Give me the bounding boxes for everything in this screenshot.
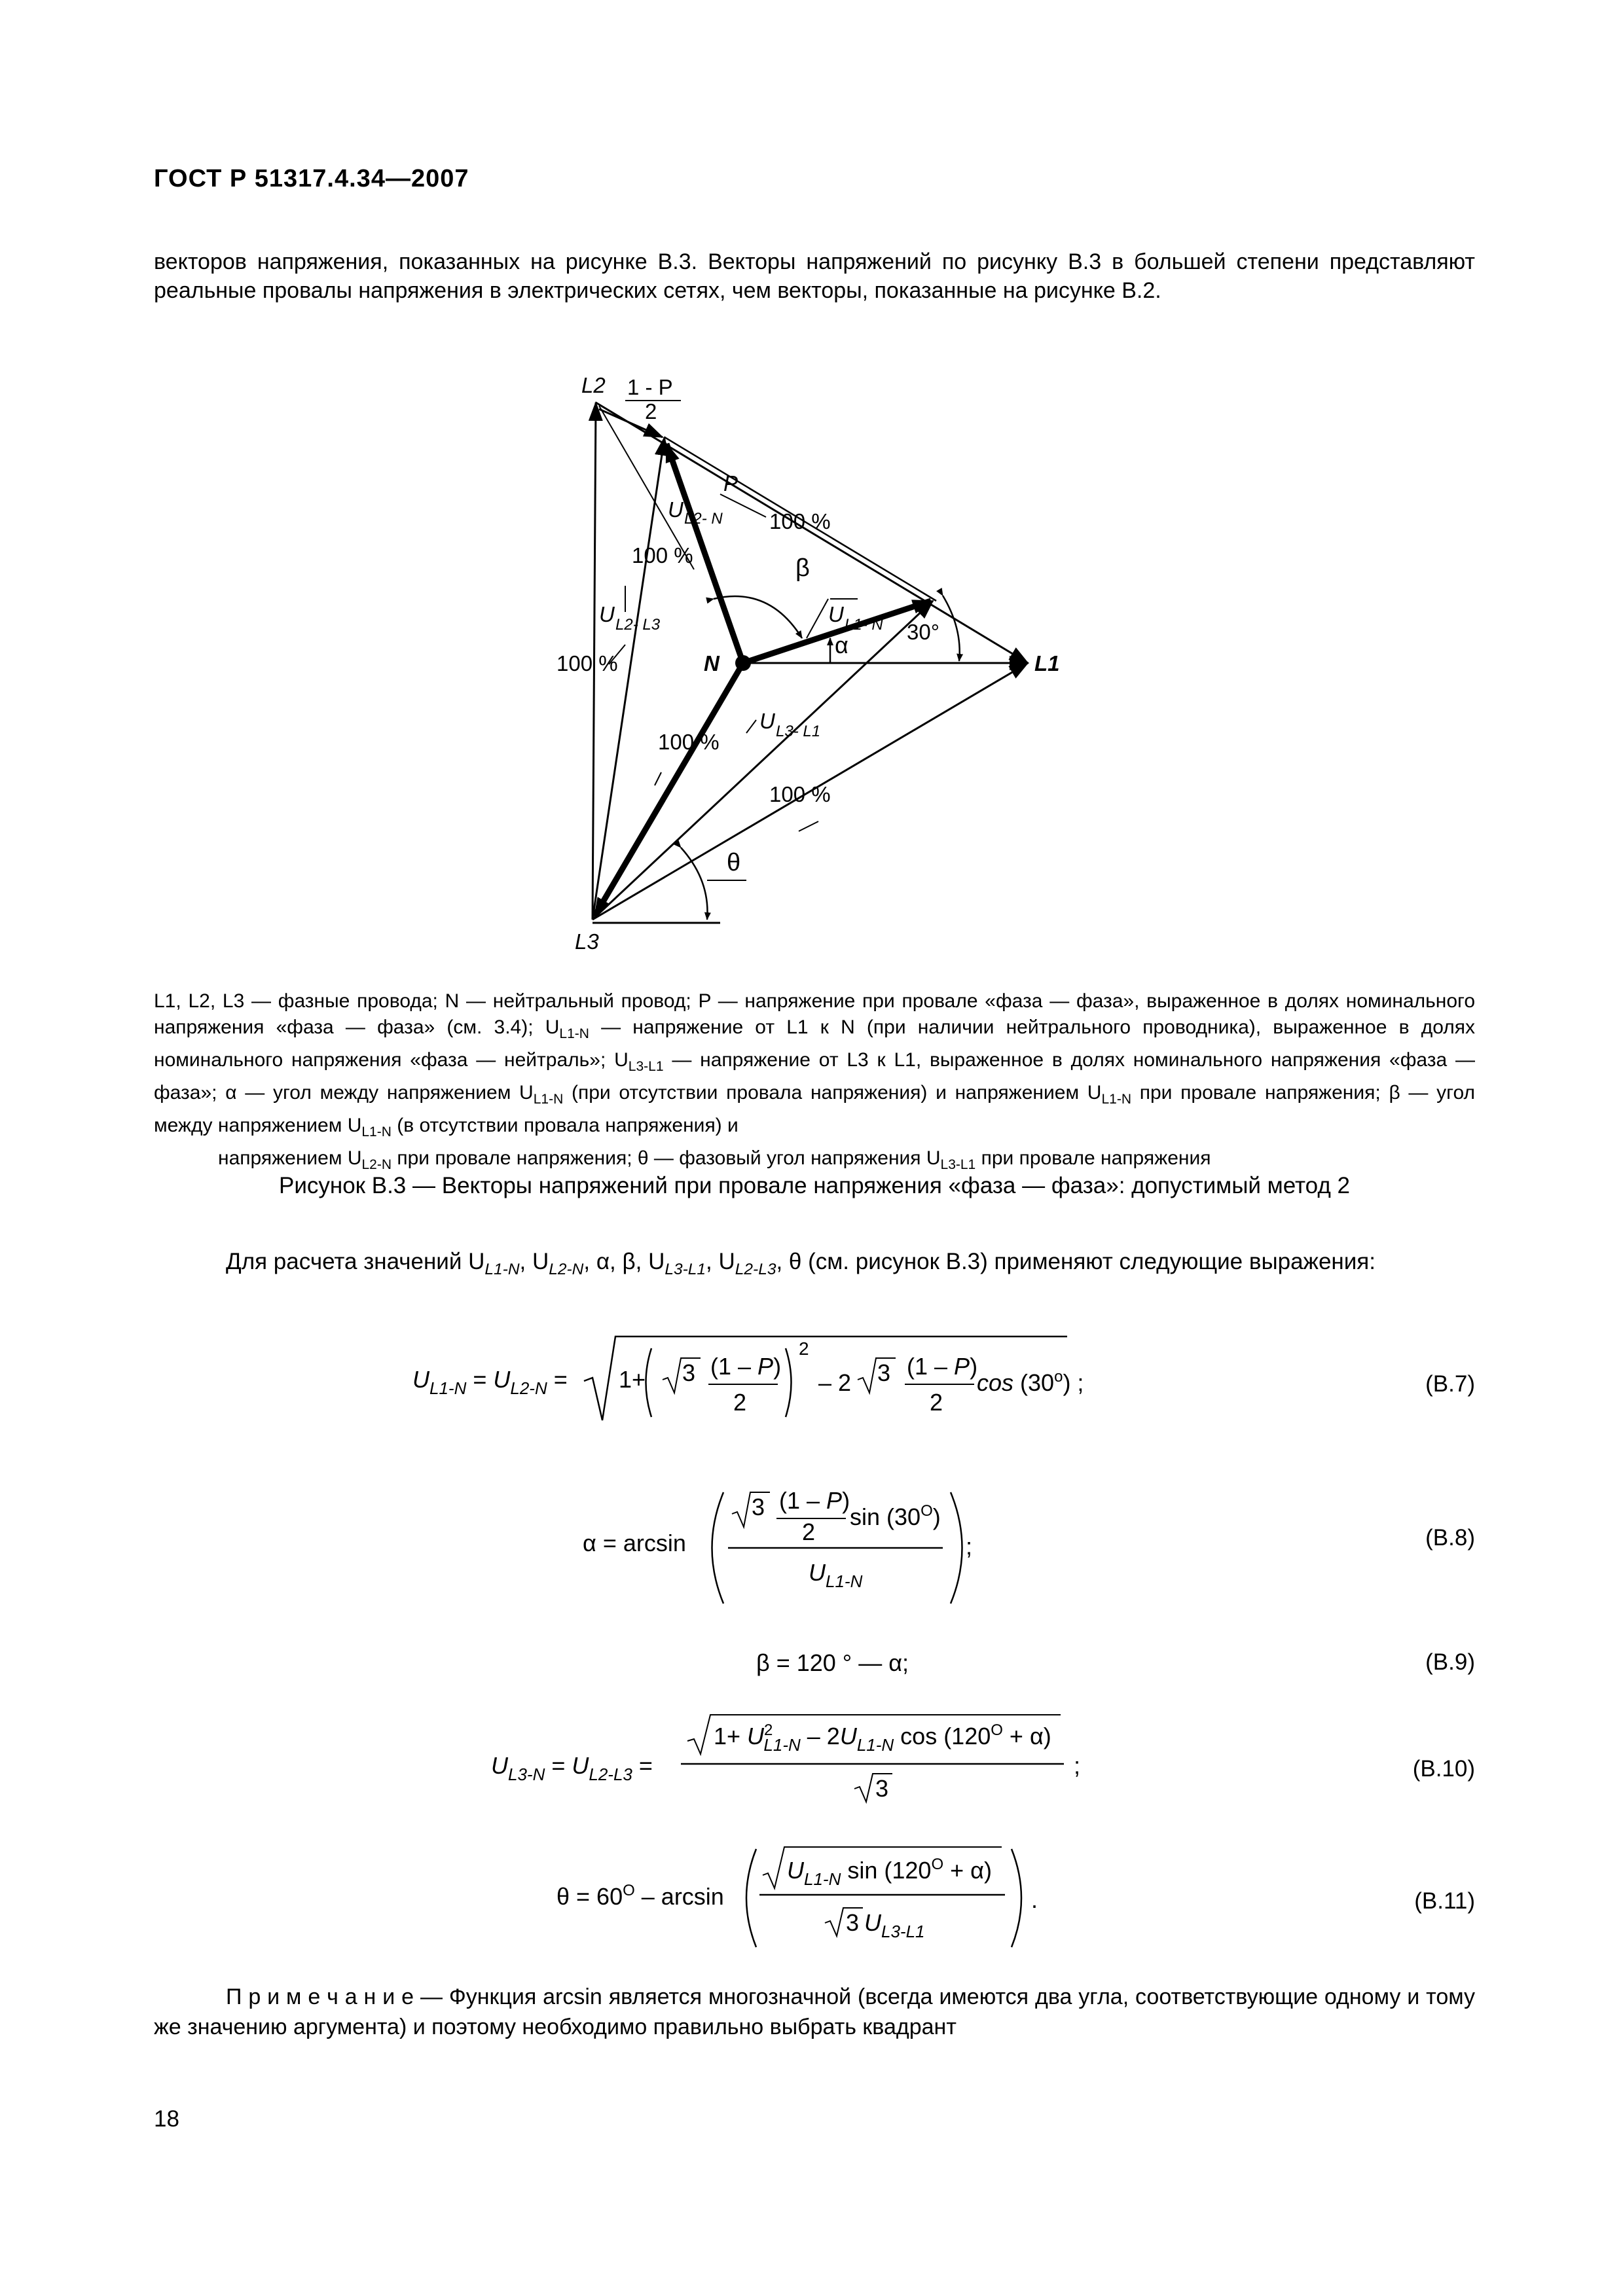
note-paragraph: П р и м е ч а н и е — Функция arcsin является многозначной (всегда имеются два угла, соответствующие одному и тому же значению аргумента) и поэтому необходимо правильно выбрать квадрант (154, 1984, 1475, 2039)
svg-text:3: 3 (846, 1909, 860, 1936)
svg-text:2: 2 (799, 1338, 809, 1359)
vector-u-l3n (594, 663, 743, 916)
eq-number-b10: (В.10) (1412, 1756, 1475, 1782)
svg-text:L3- L1: L3- L1 (776, 723, 821, 740)
label-angle30: 30° (907, 620, 939, 644)
svg-text:UL3-N = UL2-L3 =: $U_{L3-N} = U_{L2-L3}$ = (491, 1752, 653, 1784)
svg-text:(1 – P): (1 – P) (779, 1487, 850, 1514)
svg-text:1+: 1+ (619, 1366, 646, 1393)
svg-text:2: 2 (930, 1389, 943, 1416)
formula-b11 (550, 1839, 1061, 1950)
svg-text:UL1-N: $U_{L1-N}$ (809, 1559, 863, 1591)
label-p: P (723, 471, 739, 495)
formula-b7 (406, 1329, 1126, 1427)
svg-text:sin (30O): $\sin (30^O)$ (850, 1502, 941, 1530)
eq-number-b11: (В.11) (1414, 1888, 1475, 1914)
svg-text:3: 3 (877, 1359, 891, 1386)
svg-text:UL1-N sin (120O + α): $U_{L1-N}$ $\sin (120^O + \alpha)$ (787, 1856, 992, 1889)
svg-text:– 2: – 2 (818, 1369, 852, 1396)
standard-header: ГОСТ Р 51317.4.34—2007 (154, 165, 469, 192)
figure-legend: L1, L2, L3 — фазные провода; N — нейтральный провод; P — напряжение при провале «фаза — фаза», выраженное в долях номинального напряжения «фаза — фаза» (см. 3.4); $U_{L1-N}$ — напряжение от L1 к N (при наличии нейтрального проводника), выраженное в долях номинального напряжения «фаза — нейтраль»; $U_{L3-L1}$ — напряжение от L3 к L1, выраженное в долях номинального напряжения «фаза — фаза»; α — угол между напряжением $U_{L1-N}$ (при отсутствии провала напряжения) и напряжением $U_{L1-N}$ при провале напряжения; β — угол между напряжением $U_{L1-N}$ (в отсутствии провала напряжения) и напряжением $U_{L2-N}$ при провале напряжения; θ — фазовый угол напряжения $U_{L3-L1}$ при провале напряжения (154, 990, 1476, 1172)
svg-text:L2- N: L2- N (684, 510, 723, 528)
label-beta: β (795, 554, 810, 582)
svg-text:θ = 60O – arcsin: $\theta = 60^O - \arcsin$ (556, 1882, 724, 1910)
label-l2: L2 (581, 373, 606, 397)
svg-text:cos (30o) ;: cos (30$^o$) ; (977, 1368, 1084, 1396)
label-theta: θ (727, 849, 741, 876)
formula-b9: β = 120 ° — α; (756, 1649, 909, 1676)
svg-text:2: 2 (733, 1389, 747, 1416)
label-pct-left: 100 % (556, 651, 618, 675)
formula-b8 (576, 1482, 1048, 1613)
svg-text:UL3-L1: $U_{L3-L1}$ (864, 1909, 925, 1941)
svg-text:L1- N: L1- N (845, 616, 883, 634)
formula-b10 (484, 1712, 1093, 1810)
svg-text:;: ; (966, 1533, 973, 1560)
svg-text:;: ; (1074, 1752, 1081, 1779)
label-u-l2n: U (668, 497, 684, 522)
svg-text:3: 3 (682, 1359, 696, 1386)
svg-text:α = arcsin: α = arcsin (583, 1530, 686, 1556)
figure-caption: Рисунок В.3 — Векторы напряжений при провале напряжения «фаза — фаза»: допустимый метод 2 (279, 1173, 1350, 1198)
vector-l3-l2dip (593, 437, 665, 920)
formulas-intro: Для расчета значений $U_{L1-N}$, $U_{L2-N}$, α, β, $U_{L3-L1}$, $U_{L2-L3}$, θ (см. рисунок В.3) применяют следующие выражения: (226, 1249, 1376, 1278)
svg-text:(1 – P): (1 – P) (907, 1353, 978, 1380)
label-u-l2l3: U (599, 602, 615, 626)
label-pct-l2n: 100 % (632, 543, 693, 567)
label-l3: L3 (575, 929, 599, 954)
svg-text:UL1-N = UL2-N =: $U_{L1-N} = U_{L2-N}$ = (412, 1366, 568, 1398)
label-pct-top-right: 100 % (769, 509, 831, 533)
svg-text:2: 2 (802, 1518, 816, 1545)
label-n: N (704, 651, 720, 675)
label-frac-den: 2 (645, 399, 657, 423)
arc-theta (681, 848, 708, 920)
svg-text:1+ U2L1-N – 2UL1-N cos (120O +: $1+ U^2$ $L1-N - 2U_{L1-N}$ $\cos (120^O + \alpha)$ (714, 1721, 1051, 1755)
label-u-l1n: U (828, 602, 844, 626)
svg-text:3: 3 (875, 1775, 889, 1802)
svg-text:(1 – P): (1 – P) (710, 1353, 782, 1380)
eq-number-b8: (В.8) (1425, 1525, 1475, 1551)
label-l1: L1 (1034, 651, 1060, 675)
arc-30 (943, 596, 960, 661)
label-u-l3l1: U (759, 709, 775, 733)
label-alpha: α (835, 632, 848, 658)
label-frac-num: 1 - P (627, 375, 673, 399)
note-prefix: П р и м е ч а н и е (226, 1984, 414, 2009)
label-pct-l3n: 100 % (658, 730, 720, 754)
svg-text:L2- L3: L2- L3 (615, 616, 661, 634)
svg-text:3: 3 (752, 1494, 765, 1520)
vector-diagram (537, 363, 1126, 959)
label-pct-bottom: 100 % (769, 782, 831, 806)
page-number: 18 (154, 2106, 179, 2132)
eq-number-b9: (В.9) (1425, 1649, 1475, 1675)
vector-l3-l1dip (593, 601, 933, 920)
intro-paragraph: векторов напряжения, показанных на рисунке В.3. Векторы напряжений по рисунку В.3 в большей степени представляют реальные провалы напряжения в электрических сетях, чем векторы, показанные на рисунке В.2. (154, 249, 1475, 303)
neutral-point (735, 655, 751, 671)
svg-text:.: . (1031, 1886, 1038, 1913)
eq-number-b7: (В.7) (1425, 1371, 1475, 1397)
